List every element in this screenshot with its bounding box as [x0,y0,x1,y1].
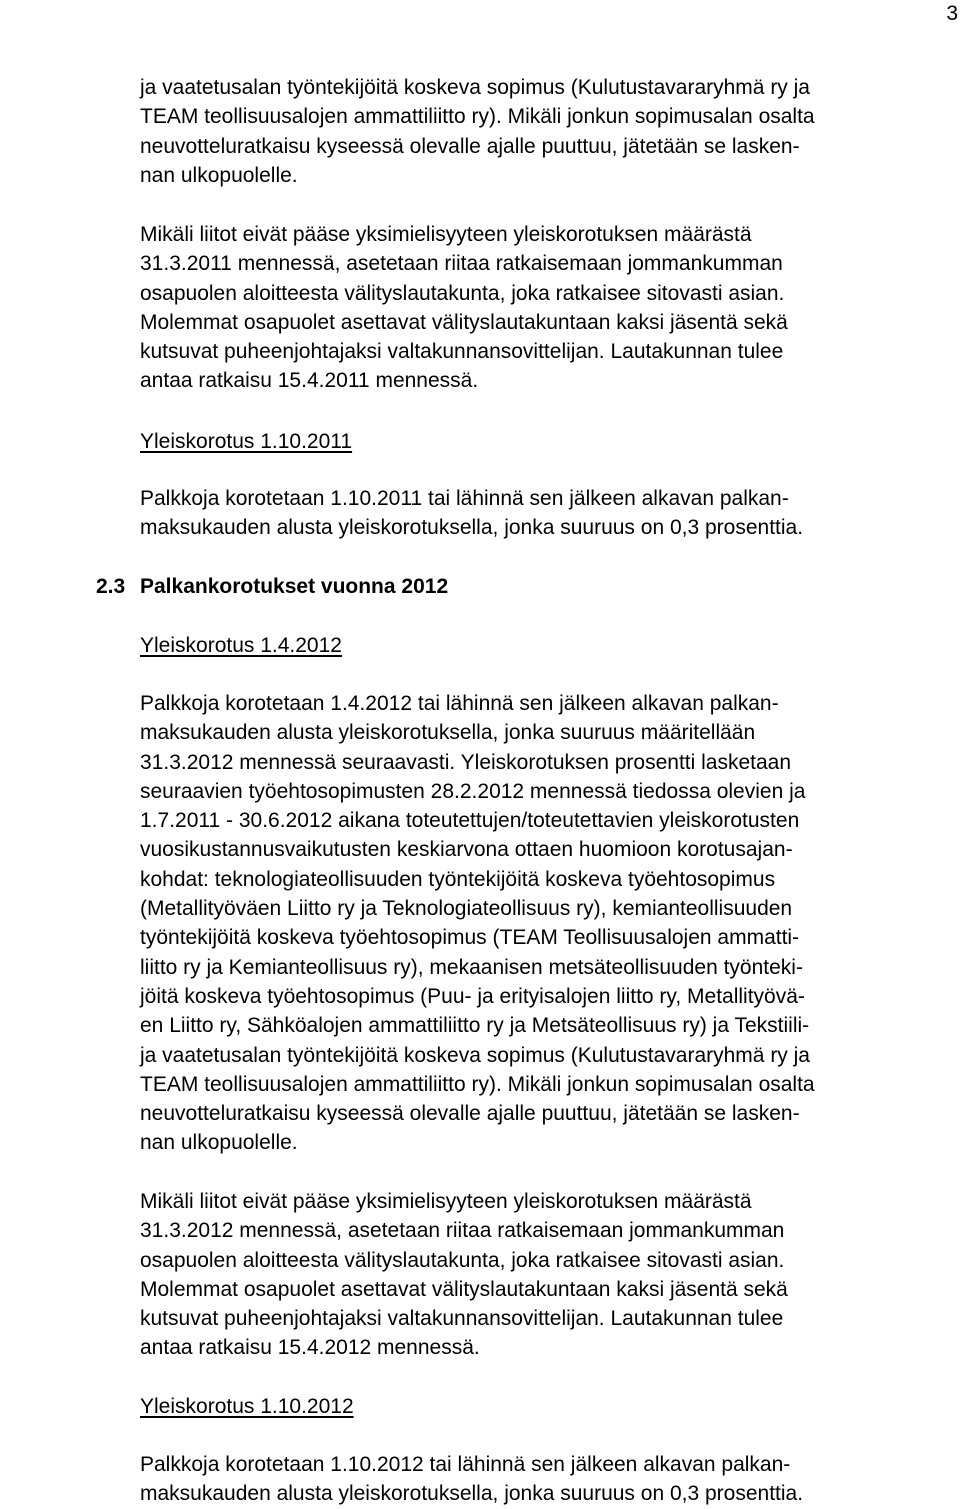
heading-general-increase-2011-10: Yleiskorotus 1.10.2011 [140,430,353,453]
paragraph-arbitration-2011 [140,220,952,396]
paragraph-text: ja vaatetusalan työntekijöitä koskeva sopimus (Kulutustavararyhmä ry ja TEAM teollisuusalojen ammattiliitto ry). Mikäli jonkun sopimusalan osalta neuvotteluratkaisu kyseessä olevalle ajalle puuttuu, jätetään se lasken- nan ulkopuolelle. [140,76,815,187]
heading-general-increase-2012-10: Yleiskorotus 1.10.2012 [140,1395,354,1418]
paragraph-increase-2011-10 [140,484,952,543]
paragraph-text: Mikäli liitot eivät pääse yksimielisyyteen yleiskorotuksen määrästä 31.3.2012 mennessä, asetetaan riitaa ratkaisemaan jommankumman osapuolen aloitteesta välityslautakunta, joka ratkaisee sitovasti asian. Molemmat osapuolet asettavat välityslautakuntaan kaksi jäsentä sekä kutsuvat puheenjohtajaksi valtakunnansovittelijan. Lautakunnan tulee antaa ratkaisu 15.4.2012 mennessä. [140,1190,788,1360]
paragraph-text: Palkkoja korotetaan 1.4.2012 tai lähinnä sen jälkeen alkavan palkan- maksukauden alusta yleiskorotuksella, jonka suuruus määritellään 31.3.2012 mennessä seuraavasti. Yleiskorotuksen prosentti lasketaan seuraavien työehtosopimusten 28.2.2012 mennessä tiedossa olevien ja 1.7.2011 - 30.6.2012 aikana toteutettujen/toteutettavien yleiskorotusten vuosikustannusvaikutusten keskiarvona ottaen huomioon korotusajan- kohdat: teknologiateollisuuden työntekijöitä koskeva työehtosopimus (Metallityöväen Liitto ry ja Teknologiateollisuus ry), kemianteollisuuden työntekijöitä koskeva työehtosopimus (TEAM Teollisuusalojen ammatti- liitto ry ja Kemianteollisuus ry), mekaanisen metsäteollisuuden työnteki- jöitä koskeva työehtosopimus (Puu- ja erityisalojen liitto ry, Metallityövä- en Liitto ry, Sähköalojen ammattiliitto ry ja Metsäteollisuus ry) ja Tekstiili- ja vaatetusalan työntekijöitä koskeva sopimus (Kulutustavararyhmä ry ja TEAM teollisuusalojen ammattiliitto ry). Mikäli jonkun sopimusalan osalta neuvotteluratkaisu kyseessä olevalle ajalle puuttuu, jätetään se lasken- nan ulkopuolelle. [140,692,815,1155]
page-number: 3 [946,2,958,25]
section-heading-2-3 [96,572,449,601]
paragraph-text: Palkkoja korotetaan 1.10.2012 tai lähinnä sen jälkeen alkavan palkan- maksukauden alusta yleiskorotuksella, jonka suuruus on 0,3 prosenttia. [140,1453,804,1506]
paragraph-increase-2012-4 [140,689,952,1158]
paragraph-text: Palkkoja korotetaan 1.10.2011 tai lähinnä sen jälkeen alkavan palkan- maksukauden alusta yleiskorotuksella, jonka suuruus on 0,3 prosenttia. [140,487,804,540]
paragraph-comparison-agreements-end [140,73,952,190]
section-title: Palkankorotukset vuonna 2012 [140,575,449,598]
paragraph-text: Mikäli liitot eivät pääse yksimielisyyteen yleiskorotuksen määrästä 31.3.2011 mennessä, asetetaan riitaa ratkaisemaan jommankumman osapuolen aloitteesta välityslautakunta, joka ratkaisee sitovasti asian. Molemmat osapuolet asettavat välityslautakuntaan kaksi jäsentä sekä kutsuvat puheenjohtajaksi valtakunnansovittelijan. Lautakunnan tulee antaa ratkaisu 15.4.2011 mennessä. [140,223,788,393]
paragraph-increase-2012-10 [140,1450,952,1509]
paragraph-arbitration-2012 [140,1187,952,1363]
heading-general-increase-2012-4: Yleiskorotus 1.4.2012 [140,634,342,657]
section-number: 2.3 [96,575,126,598]
